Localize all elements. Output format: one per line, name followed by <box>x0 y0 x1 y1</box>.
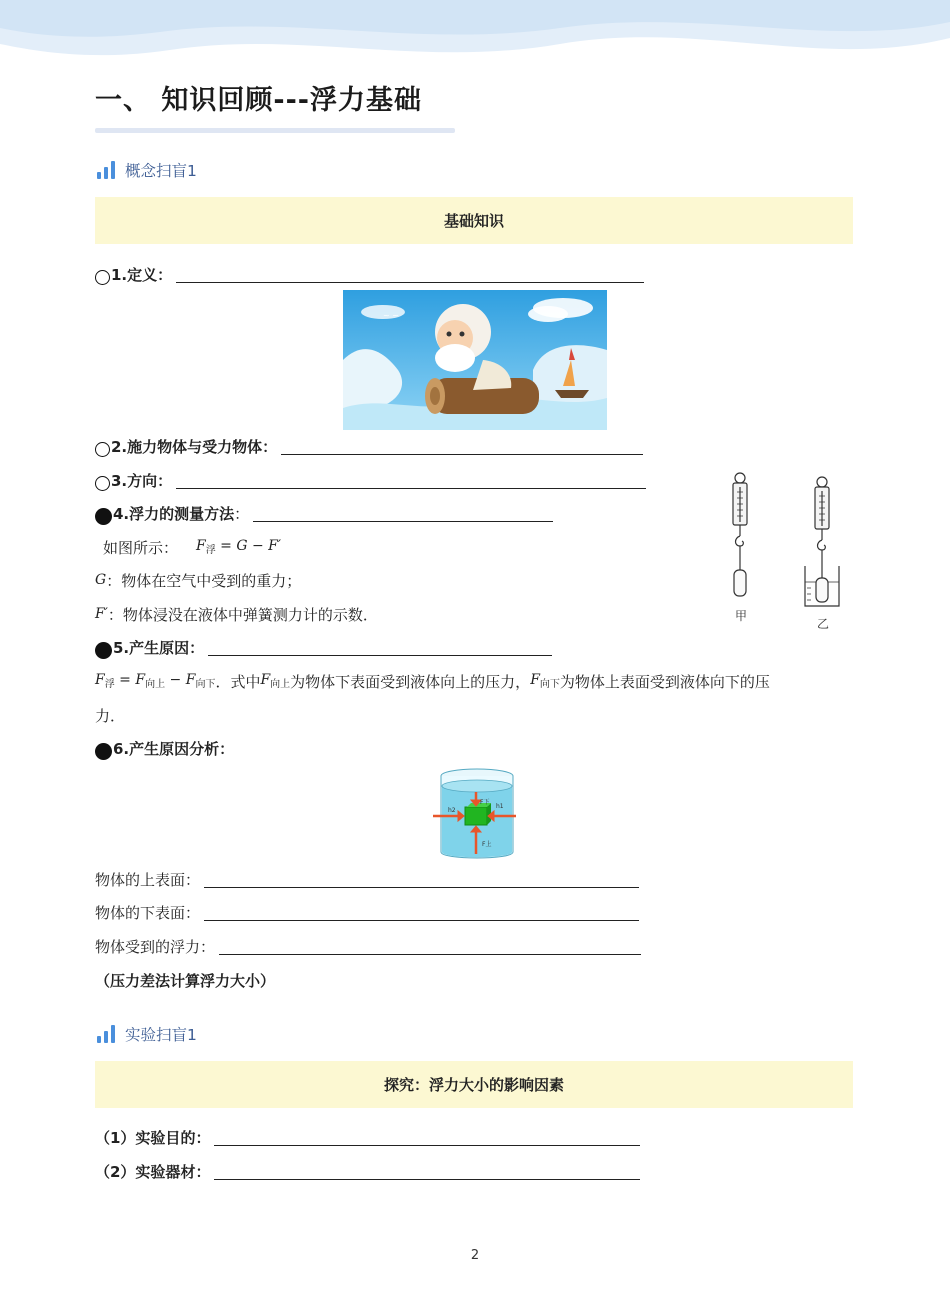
item-label: 4.浮力的测量方法 <box>113 504 235 523</box>
cause-text: 为物体下表面受到液体向上的压力， <box>290 672 531 691</box>
experiment-equipment-row <box>95 1159 640 1183</box>
g-definition <box>95 568 301 592</box>
cause-text-continuation: 力． <box>95 706 126 725</box>
buoyancy-row <box>95 934 641 958</box>
banner-experiment: 探究：浮力大小的影响因素 <box>95 1061 853 1108</box>
item-label: 6.产生原因分析： <box>113 739 235 758</box>
cause-formula-line <box>95 669 770 693</box>
bar-chart-icon <box>97 1025 115 1043</box>
banner-basic-knowledge: 基础知识 <box>95 197 853 244</box>
item-label: 1.定义： <box>111 265 173 284</box>
filled-circle-bullet-icon <box>95 743 112 760</box>
row-label: （2）实验器材： <box>95 1162 211 1181</box>
cause-text: 为物体上表面受到液体向下的压 <box>559 672 770 691</box>
circle-bullet-icon <box>95 476 110 491</box>
cause-sub: 向下 <box>539 679 560 690</box>
scale-label-a: 甲 <box>735 609 748 623</box>
measurement-formula <box>103 535 281 559</box>
item-definition <box>95 262 644 286</box>
section-heading-label: 概念扫盲1 <box>125 162 197 180</box>
row-label: （1）实验目的： <box>95 1128 211 1147</box>
cause-sub: 向上 <box>270 679 291 690</box>
filled-circle-bullet-icon <box>95 642 112 659</box>
answer-blank[interactable] <box>208 638 552 656</box>
label-h2: h2 <box>448 807 456 814</box>
item-direction <box>95 468 646 492</box>
item-force-objects <box>95 434 643 458</box>
item-colon: ： <box>234 504 250 523</box>
cause-f: F <box>95 672 105 688</box>
page-title: 一、 知识回顾---浮力基础 <box>95 85 423 116</box>
g-description: ：物体在空气中受到的重力； <box>106 571 302 590</box>
filled-circle-bullet-icon <box>95 508 112 525</box>
g-symbol: G <box>95 572 107 588</box>
answer-blank[interactable] <box>176 471 646 489</box>
circle-bullet-icon <box>95 270 110 285</box>
svg-text:~ ~: ~ ~ <box>383 311 399 320</box>
row-label: 物体的下表面： <box>95 903 201 922</box>
answer-blank[interactable] <box>204 870 639 888</box>
fprime-symbol: F′ <box>95 606 108 622</box>
item-label: 5.产生原因： <box>113 638 205 657</box>
spring-scale-diagram <box>715 470 855 635</box>
page-number: 2 <box>470 1248 480 1263</box>
cause-f: F <box>530 672 540 688</box>
answer-blank[interactable] <box>253 504 553 522</box>
formula-intro: 如图所示： <box>103 538 179 557</box>
answer-blank[interactable] <box>176 265 644 283</box>
upper-surface-row <box>95 867 639 891</box>
lower-surface-row <box>95 900 639 924</box>
fprime-definition <box>95 602 378 626</box>
experiment-purpose-row <box>95 1125 640 1149</box>
item-label: 2.施力物体与受力物体： <box>111 437 278 456</box>
cause-sub: 浮 <box>104 679 115 690</box>
cause-sub: 向下 <box>195 679 216 690</box>
row-label: 物体受到的浮力： <box>95 937 216 956</box>
cause-eq: = F <box>114 672 146 688</box>
item-label: 3.方向： <box>111 471 173 490</box>
cause-text: ．式中 <box>215 672 261 691</box>
answer-blank[interactable] <box>214 1162 640 1180</box>
formula-rhs: = G − F′ <box>215 538 282 554</box>
scale-label-b: 乙 <box>817 617 830 631</box>
answer-blank[interactable] <box>219 937 641 955</box>
cause-sub: 向上 <box>145 679 166 690</box>
section-heading-experiment <box>97 1023 197 1045</box>
cause-minus: − F <box>165 672 196 688</box>
section-heading-label: 实验扫盲1 <box>125 1026 197 1044</box>
answer-blank[interactable] <box>204 903 639 921</box>
submerged-cube-diagram <box>430 766 520 862</box>
answer-blank[interactable] <box>214 1128 640 1146</box>
pressure-difference-note: （压力差法计算浮力大小） <box>95 971 276 990</box>
archimedes-cartoon-image <box>343 290 607 430</box>
section-heading-concepts <box>97 159 197 181</box>
fprime-description: ：物体浸没在液体中弹簧测力计的示数． <box>107 605 378 624</box>
cause-f: F <box>260 672 271 688</box>
header-wave-decoration <box>0 0 950 80</box>
answer-blank[interactable] <box>281 437 643 455</box>
bar-chart-icon <box>97 161 115 179</box>
title-underline <box>95 128 455 133</box>
formula-f: F <box>196 538 206 554</box>
label-h1: h1 <box>496 803 504 810</box>
item-measurement-method <box>95 501 553 525</box>
item-cause <box>95 635 552 659</box>
label-f-down: F下 <box>480 799 490 806</box>
circle-bullet-icon <box>95 442 110 457</box>
row-label: 物体的上表面： <box>95 870 201 889</box>
label-f-up: F上 <box>482 841 492 848</box>
item-cause-analysis <box>95 736 234 760</box>
formula-sub: 浮 <box>205 545 216 556</box>
